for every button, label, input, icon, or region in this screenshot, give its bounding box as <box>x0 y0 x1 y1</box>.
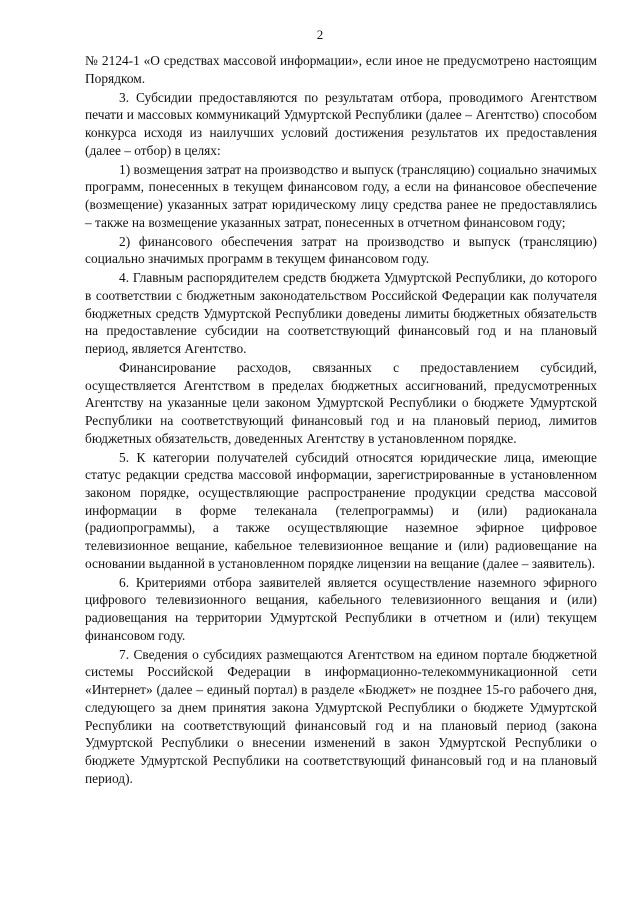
paragraph: 3. Субсидии предоставляются по результатам отбора, проводимого Агентством печати и массовых коммуникаций Удмуртской Республики (далее – Агентство) способом конкурса исходя из наилучших условий достижения результатов их предоставления (далее – отбор) в целях: <box>85 89 597 158</box>
page-number: 2 <box>316 27 324 42</box>
paragraph: 1) возмещения затрат на производство и выпуск (трансляцию) социально значимых программ, понесенных в текущем финансовом году, а если на финансовое обеспечение (возмещение) указанных затрат юридическому лицу средства ранее не предоставлялись – также на возмещение указанных затрат, понесенных в отчетном финансовом году; <box>85 161 597 230</box>
paragraph: 6. Критериями отбора заявителей является осуществление наземного эфирного цифрового телевизионного вещания, кабельного телевизионного вещания и (или) радиовещания на территории Удмуртской Республики в отчетном и (или) текущем финансовом году. <box>85 574 597 643</box>
paragraph: 7. Сведения о субсидиях размещаются Агентством на едином портале бюджетной системы Российской Федерации в информационно-телекоммуникационной сети «Интернет» (далее – единый портал) в разделе «Бюджет» не позднее 15-го рабочего дня, следующего за днем принятия закона Удмуртской Республики о бюджете Удмуртской Республики на соответствующий финансовый год и на плановый период (закона Удмуртской Республики о внесении изменений в закон Удмуртской Республики о бюджете Удмуртской Республики на соответствующий финансовый год и на плановый период). <box>85 646 597 786</box>
paragraph: Финансирование расходов, связанных с предоставлением субсидий, осуществляется Агентством в пределах бюджетных ассигнований, предусмотренных Агентству на указанные цели законом Удмуртской Республики о бюджете Удмуртской Республики на соответствующий финансовый год и на плановый период, лимитов бюджетных обязательств, доведенных Агентству в установленном порядке. <box>85 359 597 446</box>
paragraph: 5. К категории получателей субсидий относятся юридические лица, имеющие статус редакции средства массовой информации, зарегистрированные в установленном законом порядке, осуществляющие распространение продукции средства массовой информации в форме телеканала (телепрограммы) и (или) радиоканала (радиопрограммы), а также осуществляющие наземное эфирное цифровое телевизионное вещание, кабельное телевизионное вещание и (или) радиовещание на основании выданной в установленном порядке лицензии на вещание (далее – заявитель). <box>85 449 597 571</box>
document-body <box>85 52 597 789</box>
paragraph: 4. Главным распорядителем средств бюджета Удмуртской Республики, до которого в соответствии с бюджетным законодательством Российской Федерации как получателя бюджетных средств Удмуртской Республики доведены лимиты бюджетных обязательств на предоставление субсидии на соответствующий финансовый год и на плановый период, является Агентство. <box>85 270 597 356</box>
paragraph: № 2124-1 «О средствах массовой информации», если иное не предусмотрено настоящим Порядком. <box>85 53 597 86</box>
paragraph: 2) финансового обеспечения затрат на производство и выпуск (трансляцию) социально значимых программ в текущем финансовом году. <box>85 233 597 267</box>
